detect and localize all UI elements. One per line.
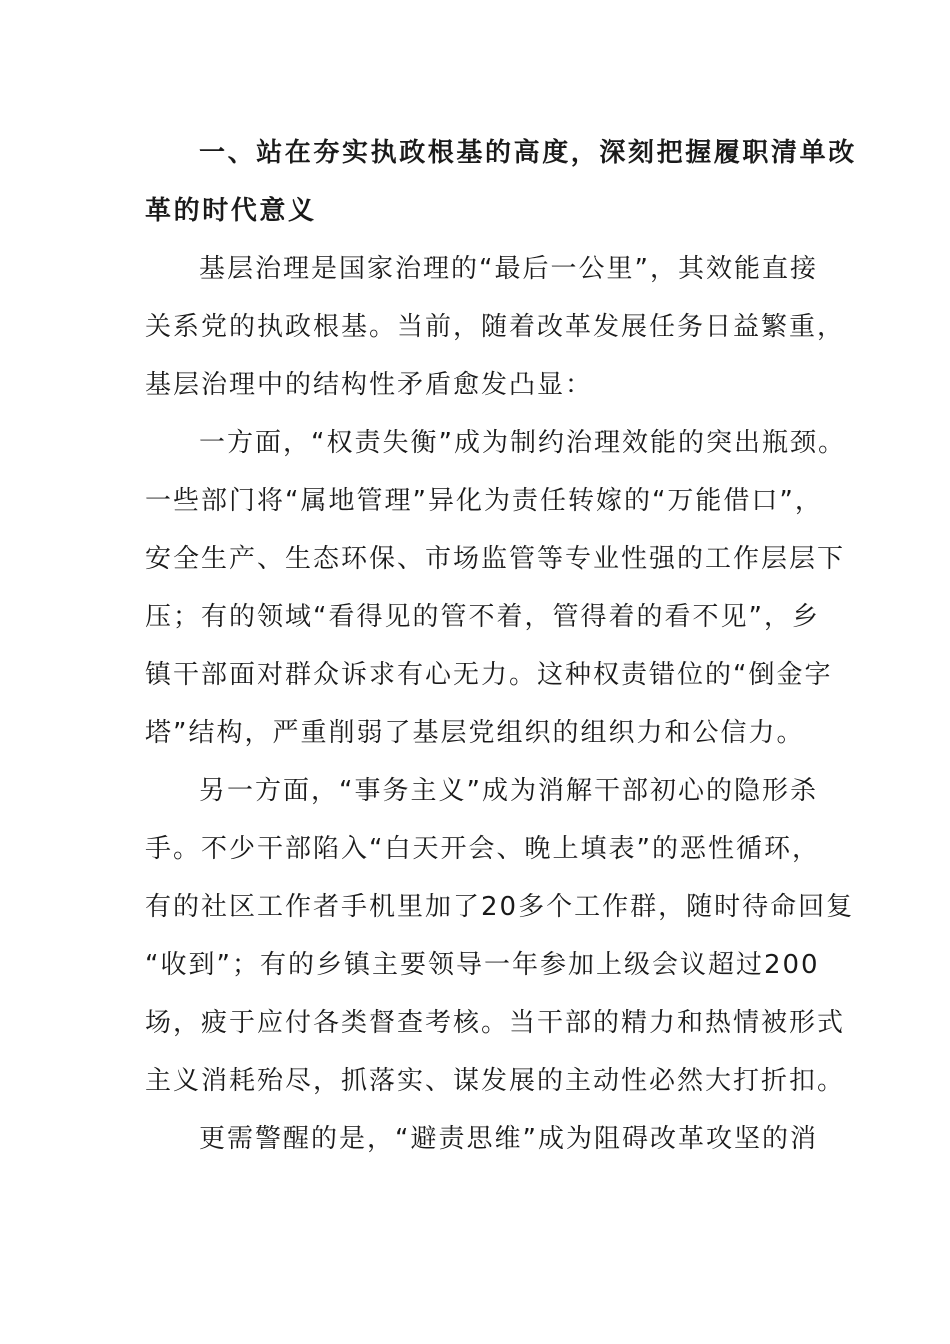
paragraph-2 bbox=[145, 414, 846, 762]
paragraph-line: 塔”结构，严重削弱了基层党组织的组织力和公信力。 bbox=[145, 718, 805, 748]
paragraph-line: “收到”；有的乡镇主要领导一年参加上级会议超过200 bbox=[145, 950, 820, 980]
paragraph-line: 基层治理中的结构性矛盾愈发凸显： bbox=[145, 370, 594, 400]
paragraph-line: 压；有的领域“看得见的管不着，管得着的看不见”，乡 bbox=[145, 602, 820, 632]
paragraph-3 bbox=[145, 762, 855, 1110]
paragraph-1 bbox=[145, 240, 846, 414]
paragraph-line: 有的社区工作者手机里加了20多个工作群，随时待命回复 bbox=[145, 892, 855, 922]
heading-line: 一、站在夯实执政根基的高度，深刻把握履职清单改 bbox=[199, 138, 857, 168]
paragraph-line: 基层治理是国家治理的“最后一公里”，其效能直接 bbox=[199, 254, 818, 284]
paragraph-line: 镇干部面对群众诉求有心无力。这种权责错位的“倒金字 bbox=[145, 660, 833, 690]
paragraph-line: 场，疲于应付各类督查考核。当干部的精力和热情被形式 bbox=[145, 1008, 846, 1038]
document-page bbox=[145, 124, 857, 1168]
section-heading bbox=[145, 124, 857, 240]
paragraph-4 bbox=[145, 1110, 818, 1168]
paragraph-line: 主义消耗殆尽，抓落实、谋发展的主动性必然大打折扣。 bbox=[145, 1066, 846, 1096]
paragraph-line: 手。不少干部陷入“白天开会、晚上填表”的恶性循环， bbox=[145, 834, 820, 864]
paragraph-line: 安全生产、生态环保、市场监管等专业性强的工作层层下 bbox=[145, 544, 846, 574]
paragraph-line: 一方面，“权责失衡”成为制约治理效能的突出瓶颈。 bbox=[199, 428, 846, 458]
paragraph-line: 另一方面，“事务主义”成为消解干部初心的隐形杀 bbox=[199, 776, 818, 806]
heading-line: 革的时代意义 bbox=[145, 196, 317, 226]
paragraph-line: 更需警醒的是，“避责思维”成为阻碍改革攻坚的消 bbox=[199, 1124, 818, 1154]
paragraph-line: 一些部门将“属地管理”异化为责任转嫁的“万能借口”， bbox=[145, 486, 823, 516]
paragraph-line: 关系党的执政根基。当前，随着改革发展任务日益繁重， bbox=[145, 312, 846, 342]
